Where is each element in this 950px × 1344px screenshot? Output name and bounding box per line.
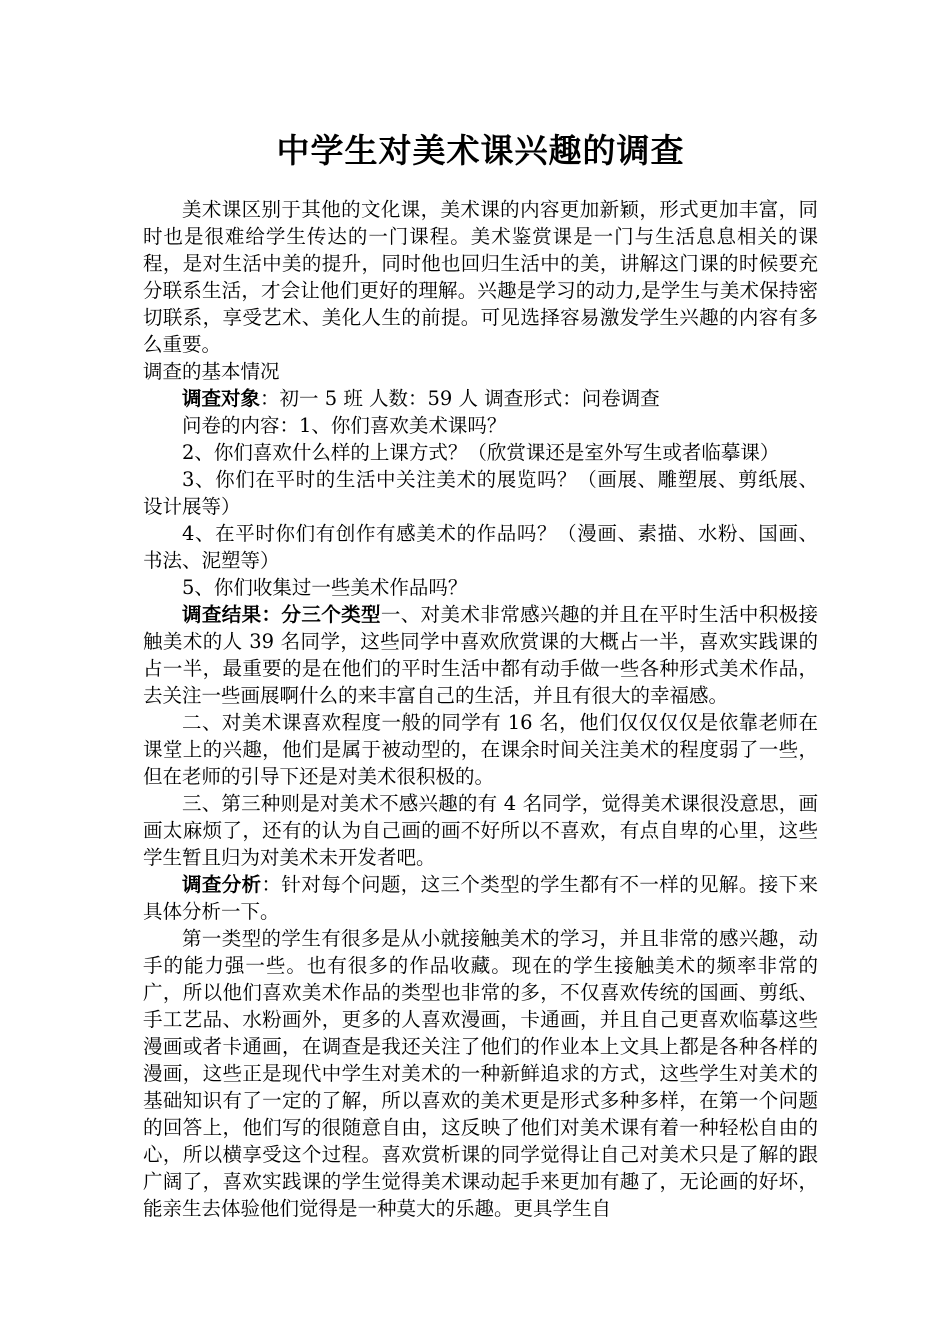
results-type-3: 三、第三种则是对美术不感兴趣的有 4 名同学，觉得美术课很没意思，画画太麻烦了，还有的认为自己画的画不好所以不喜欢，有点自卑的心里，这些学生暂且归为对美术未开发者吧。 — [143, 792, 818, 869]
results-label: 调查结果：分三个类型 — [182, 603, 381, 626]
analysis-paragraph-1: 第一类型的学生有很多是从小就接触美术的学习，并且非常的感兴趣，动手的能力强一些。也有很多的作品收藏。现在的学生接触美术的频率非常的广，所以他们喜欢美术作品的类型也非常的多，不仅喜欢传统的国画、剪纸、手工艺品、水粉画外，更多的人喜欢漫画，卡通画，并且自己更喜欢临摹这些漫画或者卡通画，在调查是我还关注了他们的作业本上文具上都是各种各样的漫画，这些正是现代中学生对美术的一种新鲜追求的方式，这些学生对美术的基础知识有了一定的了解，所以喜欢的美术更是形式多种多样，在第一个问题的回答上，他们写的很随意自由，这反映了他们对美术课有着一种轻松自由的心，所以横享受这个过程。喜欢赏析课的同学觉得让自己对美术只是了解的跟广阔了，喜欢实践课的学生觉得美术课动起手来更加有趣了，无论画的好坏，能亲生去体验他们觉得是一种莫大的乐趣。更具学生自 — [143, 927, 818, 1220]
analysis-intro — [143, 871, 818, 925]
results-type-2: 二、对美术课喜欢程度一般的同学有 16 名，他们仅仅仅仅是依靠老师在课堂上的兴趣，他们是属于被动型的，在课余时间关注美术的程度弱了一些，但在老师的引导下还是对美术很积极的。 — [143, 711, 818, 788]
section-heading: 调查的基本情况 — [143, 360, 280, 383]
question-3: 3、你们在平时的生活中关注美术的展览吗？（画展、雕塑展、剪纸展、设计展等） — [143, 468, 818, 518]
survey-subject-line — [143, 385, 818, 412]
survey-subject-label: 调查对象 — [182, 387, 261, 410]
analysis-label: 调查分析 — [182, 873, 262, 896]
question-5: 5、你们收集过一些美术作品吗？ — [182, 576, 468, 599]
question-4: 4、在平时你们有创作有感美术的作品吗？（漫画、素描、水粉、国画、书法、泥塑等） — [143, 522, 818, 572]
results-type-1-text: 一、对美术非常感兴趣的并且在平时生活中积极接触美术的人 39 名同学，这些同学中喜欢欣赏课的大概占一半，喜欢实践课的占一半，最重要的是在他们的平时生活中都有动手做一些各种形式美术作品，去关注一些画展啊什么的来丰富自己的生活，并且有很大的幸福感。 — [143, 603, 818, 707]
survey-subject-text: ：初一 5 班 人数：59 人 调查形式：问卷调查 — [260, 387, 660, 410]
question-1: 问卷的内容：1、你们喜欢美术课吗？ — [182, 414, 507, 437]
analysis-intro-text: ：针对每个问题，这三个类型的学生都有不一样的见解。接下来具体分析一下。 — [143, 873, 818, 923]
document-title: 中学生对美术课兴趣的调查 — [276, 131, 685, 170]
question-2: 2、你们喜欢什么样的上课方式？（欣赏课还是室外写生或者临摹课） — [182, 441, 780, 464]
results-type-1 — [143, 601, 818, 709]
intro-paragraph: 美术课区别于其他的文化课，美术课的内容更加新颖，形式更加丰富，同时也是很难给学生传达的一门课程。美术鉴赏课是一门与生活息息相关的课程，是对生活中美的提升，同时他也回归生活中的美，讲解这门课的时候要充分联系生活，才会让他们更好的理解。兴趣是学习的动力,是学生与美术保持密切联系，享受艺术、美化人生的前提。可见选择容易激发学生兴趣的内容有多么重要。 — [143, 198, 818, 356]
document-page — [143, 128, 818, 1222]
